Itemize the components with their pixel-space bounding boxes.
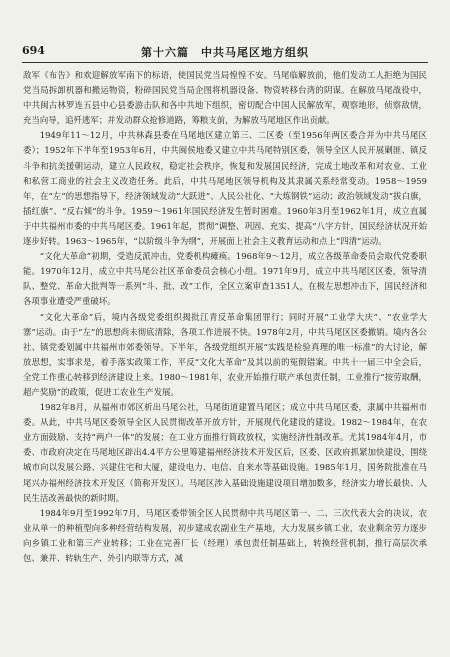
paragraph: “文化大革命”初期，受造反派冲击，党委机构瘫痪。1968年9～12月，成立各级革命委员会取代党委职能。1970年12月，成立中共马尾公社区革命委员会核心小组。1971年9月，成立中共马尾区区委，领导清队、整党、革命大批判等一系列“斗、批、改”工作，全区立案审查1351人，在极左思想冲击下，国民经济和各项事业遭受严重破坏。: [23, 251, 427, 307]
page-header: [22, 44, 428, 60]
chapter-title: 第十六篇 中共马尾区地方组织: [141, 46, 309, 59]
body-text: [23, 68, 427, 566]
paragraph: 敌军《布告》和欢迎解放军南下的标语，使国民党当局惶惶不安。马尾临解放前，他们发动工人拒绝为国民党当局拆卸机器和搬运物资，粉碎国民党当局企图将机器设备、物资转移台湾的阴谋。在解放马尾战役中，中共闽古林罗连五县中心县委游击队和各中共地下组织，密切配合中国人民解放军，观察地形，侦察敌情，充当向导，追歼逃军；并发动群众抢修道路，筹粮支前，为解放马尾地区作出贡献。: [23, 70, 427, 126]
page-number: 694: [22, 44, 45, 57]
paragraph: 1949年11～12月，中共林森县委在马尾地区建立第三、二区委（至1956年两区委合并为中共马尾区委）；1952年下半年至1953年6月，中共闽侯地委又建立中共马尾特别区委，领导全区人民开展剿匪、镇反斗争和抗美援朝运动，建立人民政权，稳定社会秩序，恢复和发展国民经济，完成土地改革和对农业、工业和私营工商业的社会主义改造任务。此后，中共马尾地区领导机构及其隶属关系经常变动。1958～1959年，在“左”的思想指导下，经济领域发动“大跃进”、人民公社化、“大炼钢铁”运动；政治领域发动“拔白旗，插红旗”、“反右倾”的斗争。1959～1961年国民经济发生暂时困难。1960年3月至1962年1月，成立直属于中共福州市委的中共马尾区委。1961年起，贯彻“调整、巩固、充实、提高”八字方针，国民经济状况开始逐步好转。1963～1965年，“以阶级斗争为纲”，开展面上社会主义教育运动和点上“四清”运动。: [23, 130, 427, 247]
paragraph: “文化大革命”后，境内各级党委组织揭批江青反革命集团罪行；同时开展“工业学大庆”、“农业学大寨”运动。由于“左”的思想尚未彻底清除，各项工作进展不快。1978年2月，中共马尾区区委撤销。境内各公社、镇党委划属中共福州市郊委领导。下半年，各级党组织开展“实践是检验真理的唯一标准”的大讨论，解放思想，实事求是，着手落实政策工作，平反“文化大革命”及其以前的冤假错案。中共十一届三中全会后，全党工作重心转移到经济建设上来。1980～1981年，农业开始推行联产承包责任制，工业推行“按劳取酬，超产奖励”的政策，促进工农业生产发展。: [23, 311, 427, 397]
header-rule: [22, 62, 428, 63]
paragraph: 1984年9月至1992年7月，马尾区委带领全区人民贯彻中共马尾区第一、二、三次代表大会的决议，农业从单一的种植型向多种经营结构发展，初步建成农副业生产基地，大力发展乡镇工业，农业剩余劳力逐步向乡镇工业和第三产业转移；工业在完善厂长（经理）承包责任制基础上，转换经营机制，推行高层次承包、兼并、转轨生产、外引内联等方式，减: [23, 507, 427, 563]
paragraph: 1982年8月，从福州市郊区析出马尾公社，马尾街道建置马尾区；成立中共马尾区委，隶属中共福州市委。从此，中共马尾区委领导全区人民贯彻改革开放方针，开展现代化建设的建设。1982～1984年，在农业方面鼓励、支持“两户一体”的发展；在工业方面推行简政放权，实施经济性制改革。尤其1984年4月，市委、市政府决定在马尾地区辟出4.4平方公里筹建福州经济技术开发区后，区委、区政府抓紧加快建设，围绕城市向以发展公路、兴建住宅和大厦，建设电力、电信、自来水等基础设施。1985年1月，国务院批准在马尾兴办福州经济技术开发区（简称开发区）。马尾区涉入基础设施建设项目增加数多，经济实力增长最快、人民生活改善最快的新时期。: [23, 402, 427, 503]
